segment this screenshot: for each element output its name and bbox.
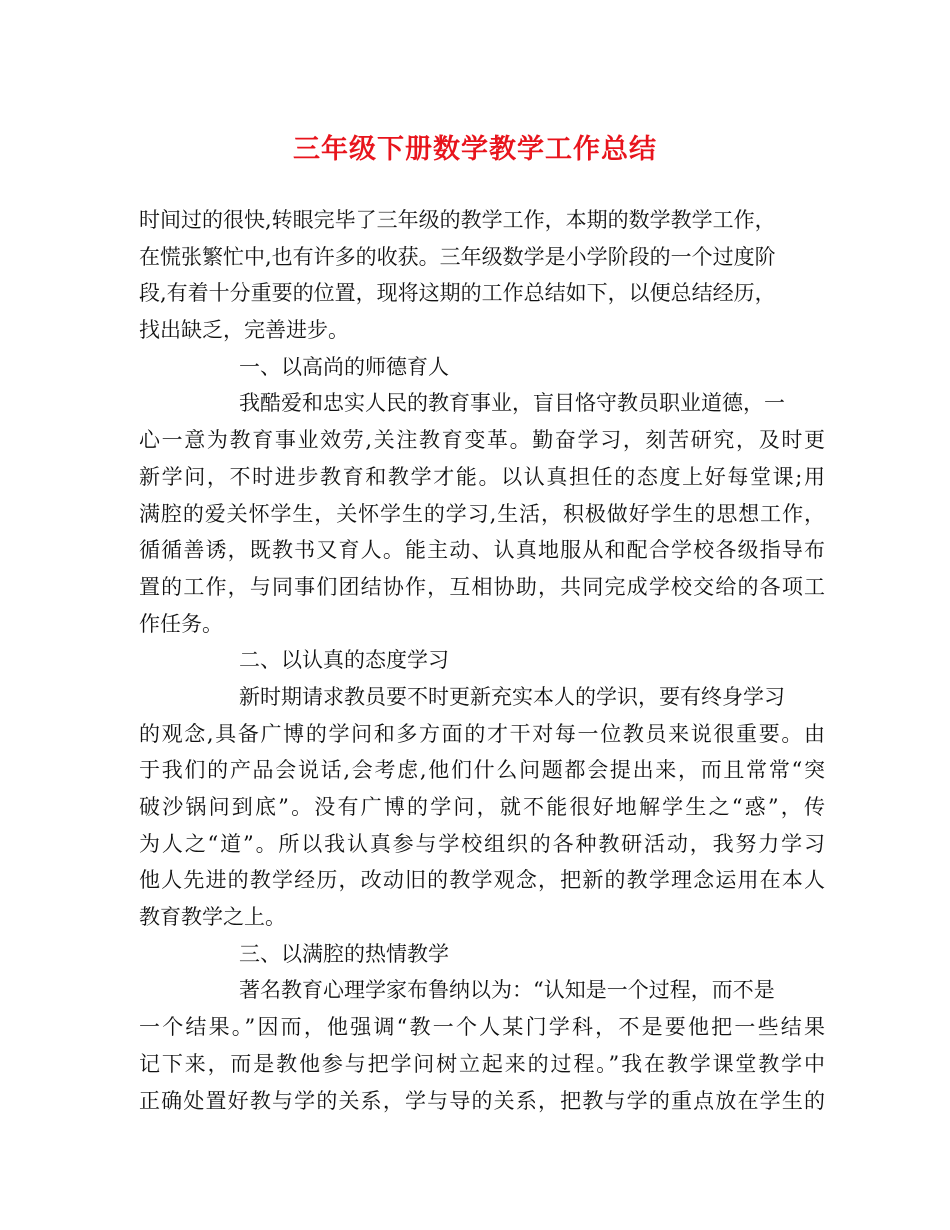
paragraph-line: 正确处置好教与学的关系，学与导的关系，把教与学的重点放在学生的	[139, 1088, 825, 1113]
paragraph-line: 的观念,具备广博的学问和多方面的才干对每一位教员来说很重要。由	[139, 721, 825, 746]
paragraph-line-indented: 二、以认真的态度学习	[239, 648, 449, 673]
paragraph-line: 心一意为教育事业效劳,关注教育变革。勤奋学习，刻苦研究，及时更	[139, 428, 825, 453]
paragraph-line: 破沙锅问到底”。没有广博的学问，就不能很好地解学生之“惑”，传	[139, 795, 825, 819]
paragraph-line: 新学问，不时进步教育和教学才能。以认真担任的态度上好每堂课;用	[139, 464, 825, 489]
paragraph-line: 段,有着十分重要的位置，现将这期的工作总结如下，以便总结经历，	[139, 281, 776, 306]
paragraph-line: 在慌张繁忙中,也有许多的收获。三年级数学是小学阶段的一个过度阶	[139, 244, 776, 269]
paragraph-line: 一个结果。”因而，他强调“教一个人某门学科，不是要他把一些结果	[139, 1015, 825, 1040]
paragraph-line: 教育教学之上。	[139, 905, 286, 930]
paragraph-line: 记下来，而是教他参与把学问树立起来的过程。”我在教学课堂教学中	[139, 1051, 825, 1076]
paragraph-line-indented: 新时期请求教员要不时更新充实本人的学识，要有终身学习	[239, 684, 785, 709]
document-body	[139, 202, 825, 1119]
paragraph-line-indented: 三、以满腔的热情教学	[239, 941, 449, 966]
document-title: 三年级下册数学教学工作总结	[293, 134, 657, 165]
paragraph-line-indented: 一、以高尚的师德育人	[239, 354, 449, 379]
paragraph-line: 于我们的产品会说话,会考虑,他们什么问题都会提出来，而且常常“突	[139, 758, 825, 783]
paragraph-line: 为人之“道”。所以我认真参与学校组织的各种教研活动，我努力学习	[139, 831, 825, 856]
paragraph-line: 找出缺乏，完善进步。	[139, 318, 349, 343]
paragraph-line: 他人先进的教学经历，改动旧的教学观念，把新的教学理念运用在本人	[139, 868, 825, 893]
paragraph-line: 作任务。	[139, 611, 223, 636]
paragraph-line-indented: 著名教育心理学家布鲁纳以为：“认知是一个过程，而不是	[239, 978, 775, 1003]
paragraph-line: 满腔的爱关怀学生，关怀学生的学习,生活，积极做好学生的思想工作，	[139, 501, 825, 526]
paragraph-line: 时间过的很快,转眼完毕了三年级的教学工作，本期的数学教学工作，	[139, 208, 776, 232]
paragraph-line: 循循善诱，既教书又育人。能主动、认真地服从和配合学校各级指导布	[139, 538, 825, 563]
paragraph-line: 置的工作，与同事们团结协作，互相协助，共同完成学校交给的各项工	[139, 574, 825, 599]
paragraph-line-indented: 我酷爱和忠实人民的教育事业，盲目恪守教员职业道德，一	[239, 391, 785, 416]
